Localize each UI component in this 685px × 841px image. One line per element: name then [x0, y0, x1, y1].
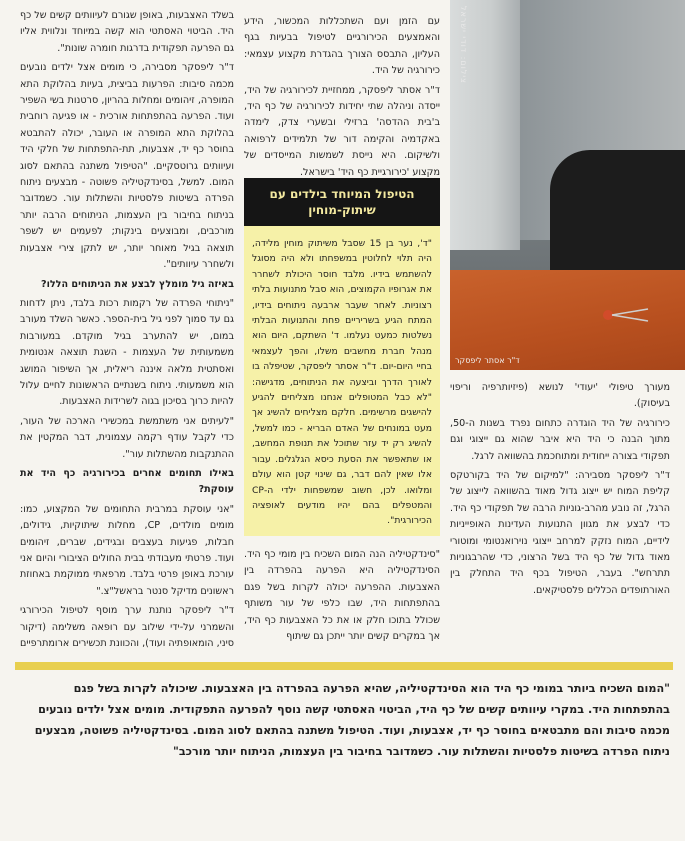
paragraph: מעורך טיפולי 'יעודי' לנושא (פיזיותרפיה וריפוי בעיסוק). [450, 382, 670, 410]
sidebar-paragraph: "ד', נער בן 15 שסבל משיתוק מוחין מלידה, היה תלוי לחלוטין במשפחתו ולא היה מסוגל להשתמש בידיו. מלבד חוסר היכולת לשחרר את אגרופיו הקמוצים, הוא סבל מתנועות בלתי רצוניות. לאחר שעבר ארבעה ניתוחים בידיו, המתח הגיע בשריריים פחת והתנועות הבלתי נשלטות כמעט נעלמו. ד' השתקם, היום הוא מנהל חברת מחשבים משלו, והפך לעצמאי בחיי היום-יום. ד"ר אסתר ליפסקר, שטיפלה בו לאורך הדרך וביצעה את הניתוחים, מדגישה: "לא כבל המטופלים אנחנו מצליחים להגיע להישגים מרשימים. חלקם מצליחים להשיג אך מעט במונחים של האדם הבריא - כמו למשל, להשיג רק יד עזר שתוכל את תנופת המחשב, או שתאפשר את הסעת כיסא הגלגלים. [252, 238, 432, 465]
subheading: באילו תחומים אחרים בכירורגיה כף היד את עוסקת? [20, 467, 234, 496]
photo-credit: צילום: דודי ישראל [459, 6, 468, 84]
column-right-bottom [450, 380, 670, 602]
column-middle-bottom [244, 547, 440, 648]
paragraph: ד"ר ליפסקר מסבירה, כי מומים אצל ילדים נובעים מכמה סיבות: הפרעות בביצית, בעיות בהלוקת התא המופרה, זיהומים ומחלות בהריון, סרטנות בשי השפיר ועוד. הפרעה בהתפתחות אורכית - או פגיעה רוחבית בהלוקת התא המופרה או העובר, יכולה להתבטא בחוסר כף יד, אצבעות, תת-התפתחות של חלקי היד ועיוותים גרוטסקיים. "הטיפול משתנה בהתאם לסוג המום. למשל, בסינדקטיליה פשוטה - מבצעים ניתוח הפרדה בשיטות פלסטיות והשתלות עור. כשמדובר בניתוח בחיבור בין העצמות, הניתוחים הרבה יותר מורכבים, ומבוצעים בינקות; לפעמים יש לשפר תוצאה בגיל מאוחר יותר, יש לתקן צירי אצבעות ולשחרר עיוותים". [20, 62, 234, 271]
subheading: באיזה גיל מומלץ לבצע את הניתוחים הללו? [41, 278, 234, 290]
paragraph: ד"ר ליפסקר מסבירה: "למיקום של היד בקורטקס קליפת המוח יש ייצוג גדול מאוד בהשוואה לייצוג של הרגל, זה נובע מהרב-גוניות הרבה של תפקודי כף היד. כדי לבצע את מגוון התנועות העדינות האופייניות לידיים, המוח נזקק למרחב ייצוגי נוירואנטומי ומוטורי מאוד גדול של כף היד בשל הרצוני, כדי שהרבגוניות תתרחש". בעבר, הטיפול בכף היד התחלק בין האורתופדים הכללים פלסטיקאים. [450, 470, 670, 596]
paragraph: "אני עוסקת במרבית התחומים של המקצוע, כמו: מומים מולדים, CP, מחלות שיתוקיות, גידולים, חבלות, פגיעות בעצבים ובגידים, שברים, זיהומים ועוד. פרטתי מעבודתי בבית החולים הציבורי והיום אני עורכת באופן פרטי בלבד. מרפאתי ממוקמת באחוזת ראשונים מדיקל סנטר בראשל"צ." [20, 503, 234, 597]
surgical-scissors-icon [600, 305, 650, 325]
article-photo [450, 0, 685, 370]
pull-quote: "המום השכיח ביותר במומי כף היד הוא הסינדקטיליה, שהיא הפרעה בהפרדה בין האצבעות. שיכולה לקרות בשל פגם בהתפתחות היד. במקרי עיוותים קשים של כף היד, הביטוי האסתטי קשה נוסף להפרעה התפקודית. מומים אצל ילדים נובעים מכמה סיבות והם מתבטאים בחוסר כף יד, אצבעות, ועוד. הטיפול משתנה בהתאם לסוג המום. בסינדקטיליה פשוטה, מבצעים ניתוח הפרדה בשיטות פלסטיות והשתלות עור. כשמדובר בחיבור בין העצמות, הניתוח יותר מורכב" [34, 682, 670, 758]
paragraph: ד"ר אסתר ליפסקר, ממחזיית לכירורגיה של היד, ייסדה וניהלה שתי יחידות לכירורגיה של כף היד, ב'בית ההדסה' ברזילי ובשערי צדק, לימדה באקדמיה והקימה דור של תלמידים לרפואה ולשיקום. היא נייסת לשמשות המייסדים של מקצוע 'כירורגיית כף היד' בישראל. [244, 84, 440, 178]
sidebar-body [244, 226, 440, 535]
paragraph: ד"ר ליפסקר נותנת ערך מוסף לטיפול הכירורגי והשמרני על-ידי שילוב עם רופאה משלימה (דיקור סיני, הומאופתיה ועוד), והכוונת תכשירים ארומתרפיים [20, 605, 234, 648]
sidebar-title: הטיפול המיוחד בילדים עם שיתוק-מוחין [244, 178, 440, 226]
paragraph: בשלד האצבעות, באופן שגורם לעיוותים קשים של כף היד. הביטוי האסתטי הוא קשה במיוחד ונלווית אליו גם הפרעה תפקודית בדרגות חומרה שונות". [20, 10, 234, 54]
sidebar-paragraph-bold: עבור אלו שאין להם דבר, גם שינוי קטן הוא עולם ומלואו. לכן, חשוב שמשפחות ילדי ה-CP והמטפלים בהם יהיו מודעים לאופציה הכירורגית". [252, 453, 432, 527]
paragraph: "לעיתים אני משתמשת במכשירי הארכה של העור, כדי לקבל עודף רקמה עצמונית, דבר המקטין את ההתנקבות מהשתלות עור". [20, 415, 234, 460]
paragraph: כירורגיה של היד הוגדרה כתחום נפרד בשנות ה-50, מתוך הבנה כי היד היא איבר שהוא גם ייצוגי וגם תפקודי בצורה ייחודית ומתוחכמת בהשוואה לרגל. [450, 417, 670, 462]
paragraph: "סינדקטיליה הנה המום השכיח בין מומי כף היד. הסינדקטיליה היא הפרעה בהפרדה בין האצבעות. ההפרעה יכולה לקרות בשל פגם בהתפתחות היד, שבו כלפי של עור משותף שכולל בתוכו חלק או את כל האצבעות כף היד, אך במקרים קשים יותר ייתכן גם שיתוף [244, 549, 440, 643]
photo-chair [550, 150, 685, 280]
paragraph: עם הזמן ועם השתכללות המכשור, הידע והאמצעים הכירורגיים לטיפול בבעיות בגף העליון, התבסס הצורך בהגדרת מקצוע עצמאי: כירורגיה של היד. [244, 16, 440, 77]
column-middle-top [244, 14, 440, 184]
divider-rule [15, 662, 673, 670]
sidebar-box [244, 178, 440, 536]
paragraph: "ניתוחי הפרדה של רקמות רכות בלבד, ניתן לדחות גם עד סמוך לפני גיל בית-הספר. כאשר השלד מעורב במום, יש להתערב בגיל מוקדם. במעורבות משמעותית של העצמות - השגת תוצאה אנטומית ואסתטית מלאה איננה ריאלית, אך השיפור המושג הוא משמעותי. ניתוח בשנתיים הראשונות לחיים עלול להיות כרוך בסיכון בגוה לשרידות האצבעות. [20, 297, 234, 408]
photo-caption: ד"ר אסתר ליפסקר [455, 356, 520, 365]
column-left [20, 8, 234, 648]
